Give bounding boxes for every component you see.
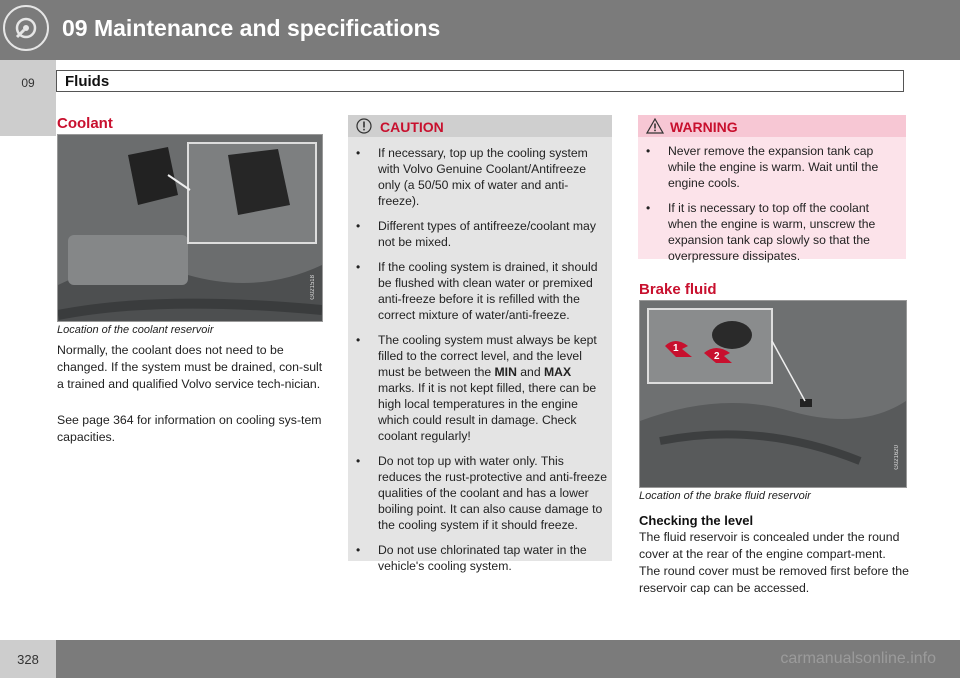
warning-header: [638, 115, 906, 137]
brake-paragraph: The fluid reservoir is concealed under the round cover at the rear of the engine compart-ment. The round cover must be removed first before the reservoir cap can be accessed.: [639, 530, 909, 595]
coolant-caption: Location of the coolant reservoir: [57, 324, 214, 336]
caution-box: [348, 115, 612, 573]
caution-item: • Different types of antifreeze/coolant may not be mixed.: [354, 218, 608, 250]
caution-header: [348, 115, 612, 137]
caution-icon: [356, 118, 372, 134]
engine-bay-illustration: [58, 135, 322, 321]
warning-box: [638, 115, 906, 263]
warning-item: • Never remove the expansion tank cap while the engine is warm. Wait until the engine cools.: [644, 143, 900, 191]
caution-item: • Do not use chlorinated tap water in the vehicle's cooling system.: [354, 542, 608, 574]
warning-triangle-icon: [646, 118, 664, 134]
caution-item: • Do not top up with water only. This reduces the rust-protective and anti-freeze qualities of the coolant and has a lower boiling point. It can also cause damage to the cooling system if it should freeze.: [354, 453, 608, 533]
warning-list: [644, 143, 900, 273]
warning-item: • If it is necessary to top off the coolant when the engine is warm, unscrew the expansion tank cap slowly so that the overpressure dissipates.: [644, 200, 900, 264]
caution-list: [354, 145, 608, 583]
wrench-gear-icon: [3, 5, 49, 51]
chapter-tab: [0, 60, 56, 136]
section-title-box: [56, 70, 904, 92]
watermark: carmanualsonline.info: [780, 650, 936, 667]
brake-caption: Location of the brake fluid reservoir: [639, 490, 811, 502]
caution-item: • If the cooling system is drained, it should be flushed with clean water or premixed anti-freeze before it is refilled with the correct mixture of water/anti-freeze.: [354, 259, 608, 323]
chapter-title: 09 Maintenance and specifications: [62, 15, 441, 41]
caution-item: • If necessary, top up the cooling system with Volvo Genuine Coolant/Antifreeze only (a 50/50 mix of water and anti-freeze).: [354, 145, 608, 209]
brake-callout-1: 1: [673, 343, 679, 354]
brake-callout-2: 2: [714, 351, 720, 362]
warning-label: WARNING: [670, 119, 738, 135]
coolant-image-code: G021518: [310, 275, 316, 300]
brake-image-code: G021620: [894, 445, 900, 470]
page-number: 328: [17, 652, 39, 667]
brake-fluid-heading: Brake fluid: [639, 281, 717, 298]
checking-level-heading: Checking the level: [639, 513, 754, 528]
brake-fluid-illustration: [640, 301, 906, 487]
section-title: Fluids: [65, 73, 110, 90]
coolant-heading: Coolant: [57, 115, 113, 132]
caution-item: • The cooling system must always be kept filled to the correct level, and the level must be between the MIN and MAX marks. If it is not kept filled, there can be high local temperatures in the engine which could result in damage. Check coolant regularly!: [354, 332, 608, 444]
chapter-number: 09: [21, 76, 35, 90]
brake-fluid-reservoir-image: [639, 300, 907, 488]
caution-label: CAUTION: [380, 119, 444, 135]
coolant-reservoir-image: [57, 134, 323, 322]
coolant-paragraph-2: See page 364 for information on cooling sys-tem capacities.: [57, 413, 322, 444]
coolant-paragraph-1: Normally, the coolant does not need to be changed. If the system must be drained, con-sult a trained and qualified Volvo service tech-nician.: [57, 343, 323, 391]
